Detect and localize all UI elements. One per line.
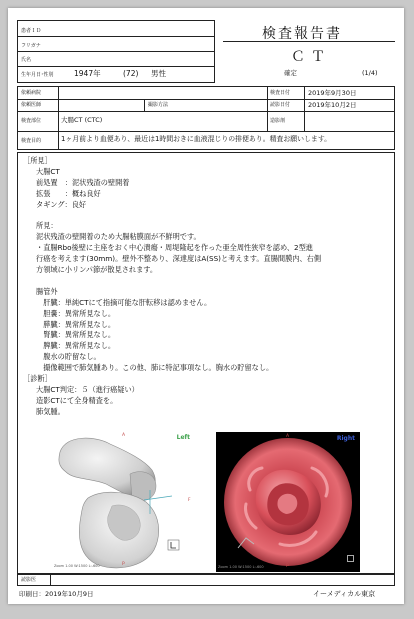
dob-sex-label: 生年月日･性別 (21, 72, 54, 78)
reader-row (17, 574, 395, 586)
furigana-label: フリガナ (21, 43, 41, 49)
camera-icon (347, 555, 354, 562)
findings-line (36, 276, 321, 287)
orientation-a-right: A (286, 434, 290, 439)
page-number: (1/4) (362, 69, 378, 77)
dob-value: 1947年 (74, 69, 101, 78)
right-view-label: Right (336, 435, 355, 442)
report-page (8, 8, 404, 604)
findings-line: 前処置 ：泥状残渣の壁開着 (36, 177, 130, 187)
findings-line: 撮像範囲で肺気腫あり。この他、肺に特記事項なし。胸水の貯留なし。 (36, 363, 274, 373)
findings-line: 拡張 ：概ね良好 (36, 188, 101, 198)
findings-line: 胆嚢：異常所見なし。 (36, 308, 116, 318)
diagnosis-line: 造影CTにて全身精査を。 (36, 395, 118, 405)
purpose-label: 検査目的 (21, 138, 42, 144)
reader-label: 読影医 (21, 577, 37, 583)
findings-line: 腎臓：異常所見なし。 (36, 330, 116, 340)
findings-line: 脾臓：異常所見なし。 (36, 341, 116, 351)
findings-line: 膵臓：異常所見なし。 (36, 319, 116, 329)
contrast-label: 造影剤 (270, 118, 286, 124)
endoluminal-image (216, 432, 360, 572)
read-date-label: 読影日付 (270, 102, 291, 108)
findings-line: ・直腸Rbo後壁に主座をおく中心潰瘍・周堤隆起を作った亜全周性狭窄を認め、2型進 (36, 243, 313, 253)
print-date: 印刷日：2019年10月9日 (19, 590, 94, 598)
orientation-p-left: P (122, 562, 125, 567)
exam-date-label: 検査日付 (270, 90, 291, 96)
findings-line: 腸管外 (36, 286, 58, 296)
findings-line: 所見： (36, 221, 58, 231)
exam-date-value: 2019年9月30日 (308, 89, 357, 97)
findings-heading: ［所見］ (23, 156, 52, 165)
findings-line: 方領域に小リンパ節が散見されます。 (36, 265, 158, 275)
read-date-value: 2019年10月2日 (308, 101, 357, 109)
findings-text (23, 156, 321, 418)
orientation-p-right: P (286, 564, 289, 569)
findings-line (36, 211, 321, 222)
modality-title: ＣＴ (291, 49, 331, 65)
exam-site-label: 検査部位 (21, 118, 42, 124)
findings-line: 泥状残渣の壁開着のため大腸粘膜面が不鮮明です。 (36, 232, 201, 242)
findings-line: 腹水の貯留なし。 (36, 352, 101, 362)
requesting-hospital-label: 依頼病院 (21, 90, 42, 96)
orientation-a-left: A (122, 433, 126, 438)
report-title: 検査報告書 (262, 26, 342, 42)
left-image-caption: Zoom 1.00 W:1500 L:-600 (54, 564, 100, 568)
findings-line: 大腸CT (36, 166, 60, 176)
diagnosis-line: 肺気腫。 (36, 406, 65, 416)
requesting-doctor-label: 依頼医師 (21, 102, 42, 108)
colon-3d-image (52, 430, 196, 572)
findings-line: タギング：良好 (36, 199, 87, 209)
status-value: 確定 (284, 69, 297, 77)
findings-line: 肝臓：単純CTにて指摘可能な肝転移は認めません。 (36, 297, 212, 307)
patient-id-label: 患者ＩＤ (21, 28, 42, 34)
exam-site-value: 大腸CT (CTC) (61, 116, 103, 124)
sex-value: 男性 (151, 69, 166, 78)
age-value: (72) (123, 69, 139, 78)
institution-name: イーメディカル東京 (313, 590, 376, 598)
purpose-value: 1ヶ月前より血便あり、最近は1時間おきに血液混じりの排便あり。精査お願いします。 (61, 135, 332, 143)
name-label: 氏名 (21, 57, 32, 63)
diagnosis-heading: ［診断］ (23, 374, 52, 384)
left-view-label: Left (176, 434, 190, 441)
right-image-caption: Zoom 1.00 W:1500 L:-600 (218, 565, 264, 569)
findings-line: 行癌を考えます(30mm)。壁外不整あり、深達度はA(SS)と考えます。直腸間膜内、右側 (36, 254, 322, 264)
colon-3d-render (52, 430, 196, 572)
endoluminal-render (216, 432, 360, 572)
orientation-f-left: F (188, 498, 191, 503)
diagnosis-line: 大腸CT判定：５（進行癌疑い） (36, 385, 139, 394)
imaging-method-label: 撮影方法 (148, 102, 169, 108)
